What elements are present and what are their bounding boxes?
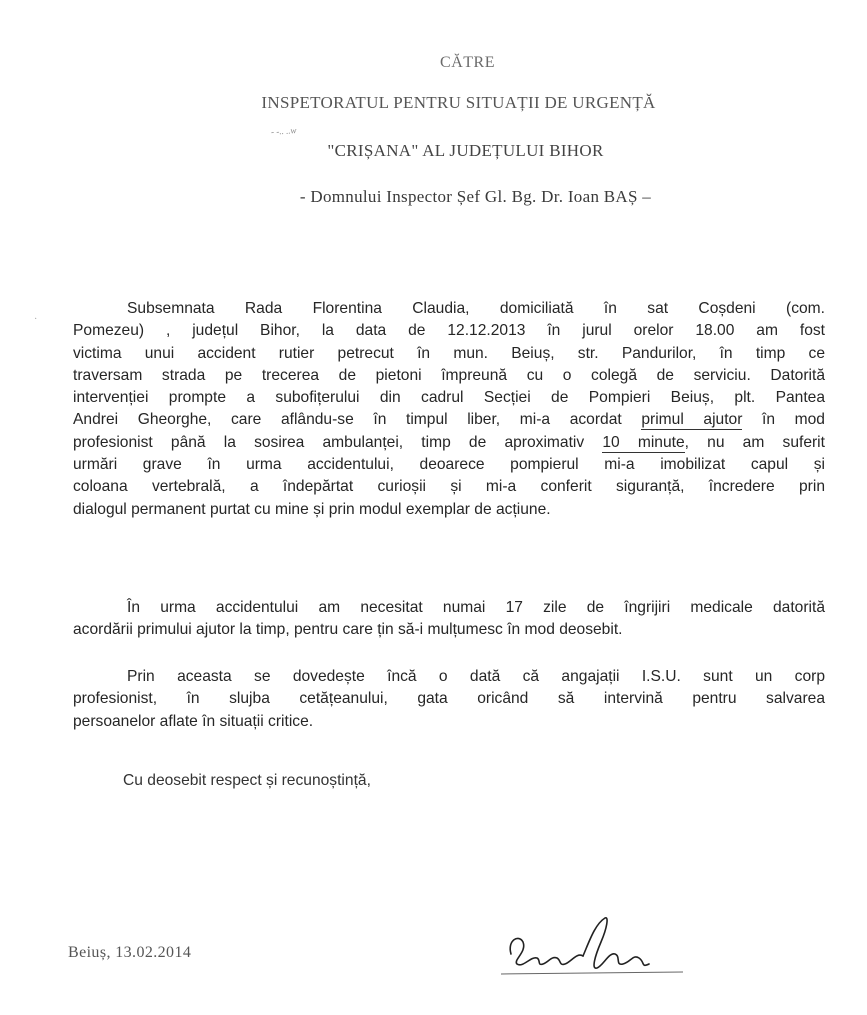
paragraph-line: coloana vertebrală, a îndepărtat curioșii și mi-a conferit siguranță, încredere prin — [73, 478, 825, 496]
paragraph-line: acordării primului ajutor la timp, pentru care țin să-i mulțumesc în mod deosebit. — [73, 621, 623, 639]
paragraph-line: profesionist, în slujba cetățeanului, gata oricând să intervină pentru salvarea — [73, 690, 825, 708]
institution-name: INSPETORATUL PENTRU SITUAȚII DE URGENȚĂ — [261, 93, 656, 112]
text-fragment: Andrei Gheorghe, care aflându-se în timpul liber, mi-a acordat — [73, 411, 622, 429]
paragraph-line-composite — [73, 432, 825, 454]
paragraph-line: dialogul permanent purtat cu mine și prin modul exemplar de acțiune. — [73, 500, 551, 518]
addressee-line: - Domnului Inspector Șef Gl. Bg. Dr. Ioan BAȘ – — [299, 187, 652, 206]
paragraph-line: Pomezeu) , județul Bihor, la data de 12.12.2013 în jurul orelor 18.00 am fost — [73, 322, 825, 340]
text-fragment: profesionist până la sosirea ambulanței, timp de aproximativ — [73, 433, 585, 451]
paragraph-line-composite — [73, 409, 825, 431]
paragraph-line: urmări grave în urma accidentului, deoarece pompierul mi-a imobilizat capul și — [73, 456, 825, 474]
underlined-phrase: primul ajutor — [641, 411, 743, 429]
stray-mark: · — [34, 314, 38, 325]
signature-underline — [501, 972, 683, 974]
closing-salutation: Cu deosebit respect și recunoștință, — [123, 772, 371, 789]
signature-stroke — [583, 918, 649, 968]
handwritten-annotation: - -.. ..w — [270, 125, 297, 137]
paragraph-line: Subsemnata Rada Florentina Claudia, domiciliată în sat Coșdeni (com. — [127, 300, 825, 317]
county-name: "CRIȘANA" AL JUDEȚULUI BIHOR — [327, 141, 604, 160]
paragraph-3 — [73, 666, 825, 733]
paragraph-line: intervenției prompte a subofițerului din cadrul Secției de Pompieri Beiuș, plt. Pantea — [73, 389, 825, 407]
text-fragment: în mod — [762, 411, 825, 429]
paragraph-line: Prin aceasta se dovedește încă o dată că angajații I.S.U. sunt un corp — [127, 668, 825, 685]
underlined-phrase: 10 minute — [602, 433, 685, 451]
paragraph-line: traversam strada pe trecerea de pietoni împreună cu o colegă de serviciu. Datorită — [73, 366, 825, 384]
signature-stroke — [510, 938, 583, 964]
paragraph-line: victima unui accident rutier petrecut în mun. Beiuș, str. Pandurilor, în timp ce — [73, 344, 825, 362]
paragraph-line: persoanelor aflate în situații critice. — [73, 712, 314, 730]
handwritten-signature — [497, 912, 687, 982]
recipient-heading: CĂTRE — [440, 54, 495, 71]
paragraph-line: În urma accidentului am necesitat numai 17 zile de îngrijiri medicale datorită — [127, 599, 825, 616]
paragraph-1 — [73, 298, 825, 521]
text-fragment: , nu am suferit — [684, 433, 825, 451]
paragraph-2 — [73, 597, 825, 642]
place-and-date: Beiuș, 13.02.2014 — [68, 944, 192, 961]
